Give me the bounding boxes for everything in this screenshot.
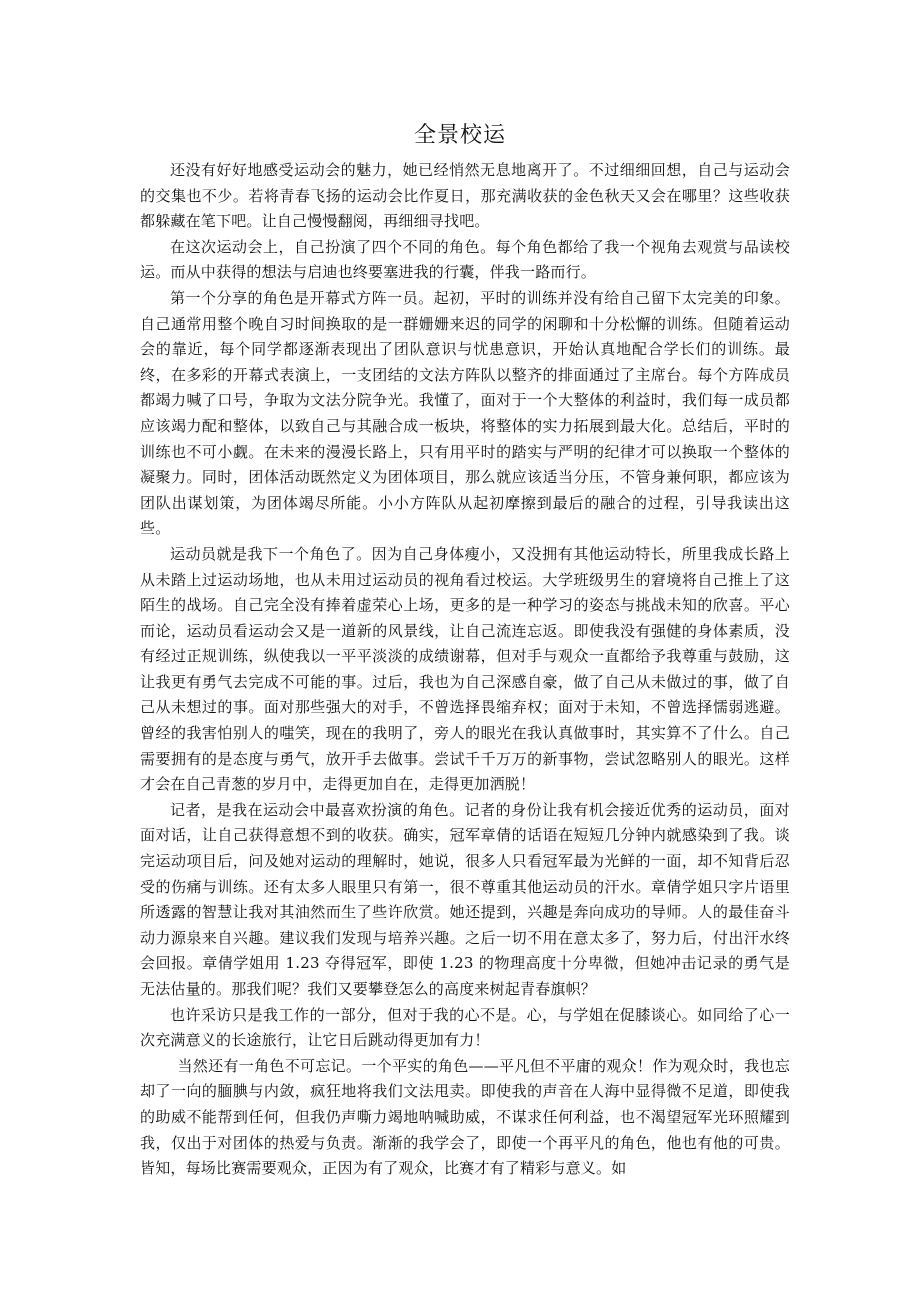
paragraph: 在这次运动会上，自己扮演了四个不同的角色。每个角色都给了我一个视角去观赏与品读校运。而从中获得的想法与启迪也终要塞进我的行囊，伴我一路而行。 — [140, 237, 790, 282]
paragraph: 运动员就是我下一个角色了。因为自己身体瘦小，又没拥有其他运动特长，所里我成长路上从未踏上过运动场地，也从未用过运动员的视角看过校运。大学班级男生的窘境将自己推上了这陌生的战场。自己完全没有捧着虚荣心上场，更多的是一种学习的姿态与挑战未知的欣喜。平心而论，运动员看运动会又是一道新的风景线，让自己流连忘返。即使我没有强健的身体素质，没有经过正规训练，纵使我以一平平淡淡的成绩谢幕，但对手与观众一直都给予我尊重与鼓励，这让我更有勇气去完成不可能的事。过后，我也为自己深感自豪，做了自己从未做过的事，做了自己从未想过的事。面对那些强大的对手，不曾选择畏缩弃权；面对于未知，不曾选择懦弱逃避。曾经的我害怕别人的嗤笑，现在的我明了，旁人的眼光在我认真做事时，其实算不了什么。自己需要拥有的是态度与勇气，放开手去做事。尝试千千万万的新事物，尝试忽略别人的眼光。这样才会在自己青葱的岁月中，走得更加自在，走得更加洒脱！ — [140, 544, 790, 794]
paragraph: 还没有好好地感受运动会的魅力，她已经悄然无息地离开了。不过细细回想，自己与运动会的交集也不少。若将青春飞扬的运动会比作夏日，那充满收获的金色秋天又会在哪里？这些收获都躲藏在笔下吧。让自己慢慢翻阅，再细细寻找吧。 — [140, 161, 790, 231]
document-title: 全景校运 — [413, 123, 506, 148]
paragraph: 当然还有一角色不可忘记。一个平实的角色——平凡但不平庸的观众！作为观众时，我也忘却了一向的腼腆与内敛，疯狂地将我们文法甩卖。即使我的声音在人海中显得微不足道，即使我的助威不能帮到任何，但我仍声嘶力竭地呐喊助威，不谋求任何利益，也不渴望冠军光环照耀到我，仅出于对团体的热爱与负责。渐渐的我学会了，即使一个再平凡的角色，他也有他的可贵。皆知，每场比赛需要观众，正因为有了观众，比赛才有了精彩与意义。如 — [140, 1056, 790, 1178]
paragraph: 第一个分享的角色是开幕式方阵一员。起初，平时的训练并没有给自己留下太完美的印象。自己通常用整个晚自习时间换取的是一群姗姗来迟的同学的闲聊和十分松懈的训练。但随着运动会的靠近，每个同学都逐渐表现出了团队意识与忧患意识，开始认真地配合学长们的训练。最终，在多彩的开幕式表演上，一支团结的文法方阵队以整齐的排面通过了主席台。每个方阵成员都竭力喊了口号，争取为文法分院争光。我懂了，面对于一个大整体的利益时，我们每一成员都应该竭力配和整体，以致自己与其融合成一板块，将整体的实力拓展到最大化。总结后，平时的训练也不可小觑。在未来的漫漫长路上，只有用平时的踏实与严明的纪律才可以换取一个整体的凝聚力。同时，团体活动既然定义为团体项目，那么就应该适当分压，不管身兼何职，都应该为团队出谋划策，为团体竭尽所能。小小方阵队从起初摩擦到最后的融合的过程，引导我读出这些。 — [140, 288, 790, 538]
paragraph: 也许采访只是我工作的一部分，但对于我的心不是。心，与学姐在促膝谈心。如同给了心一次充满意义的长途旅行，让它日后跳动得更加有力！ — [140, 1005, 790, 1050]
paragraph: 记者，是我在运动会中最喜欢扮演的角色。记者的身份让我有机会接近优秀的运动员，面对面对话，让自己获得意想不到的收获。确实，冠军章倩的话语在短短几分钟内就感染到了我。谈完运动项目后，问及她对运动的理解时，她说，很多人只看冠军最为光鲜的一面，却不知背后忍受的伤痛与训练。还有太多人眼里只有第一，很不尊重其他运动员的汗水。章倩学姐只字片语里所透露的智慧让我对其油然而生了些许欣赏。她还提到，兴趣是奔向成功的导师。人的最佳奋斗动力源泉来自兴趣。建议我们发现与培养兴趣。之后一切不用在意太多了，努力后，付出汗水终会回报。章倩学姐用 1.23 夺得冠军，即使 1.23 的物理高度十分卑微，但她冲击记录的勇气是无法估量的。那我们呢？我们又要攀登怎么的高度来树起青春旗帜？ — [140, 800, 790, 998]
document-body — [140, 158, 790, 1182]
